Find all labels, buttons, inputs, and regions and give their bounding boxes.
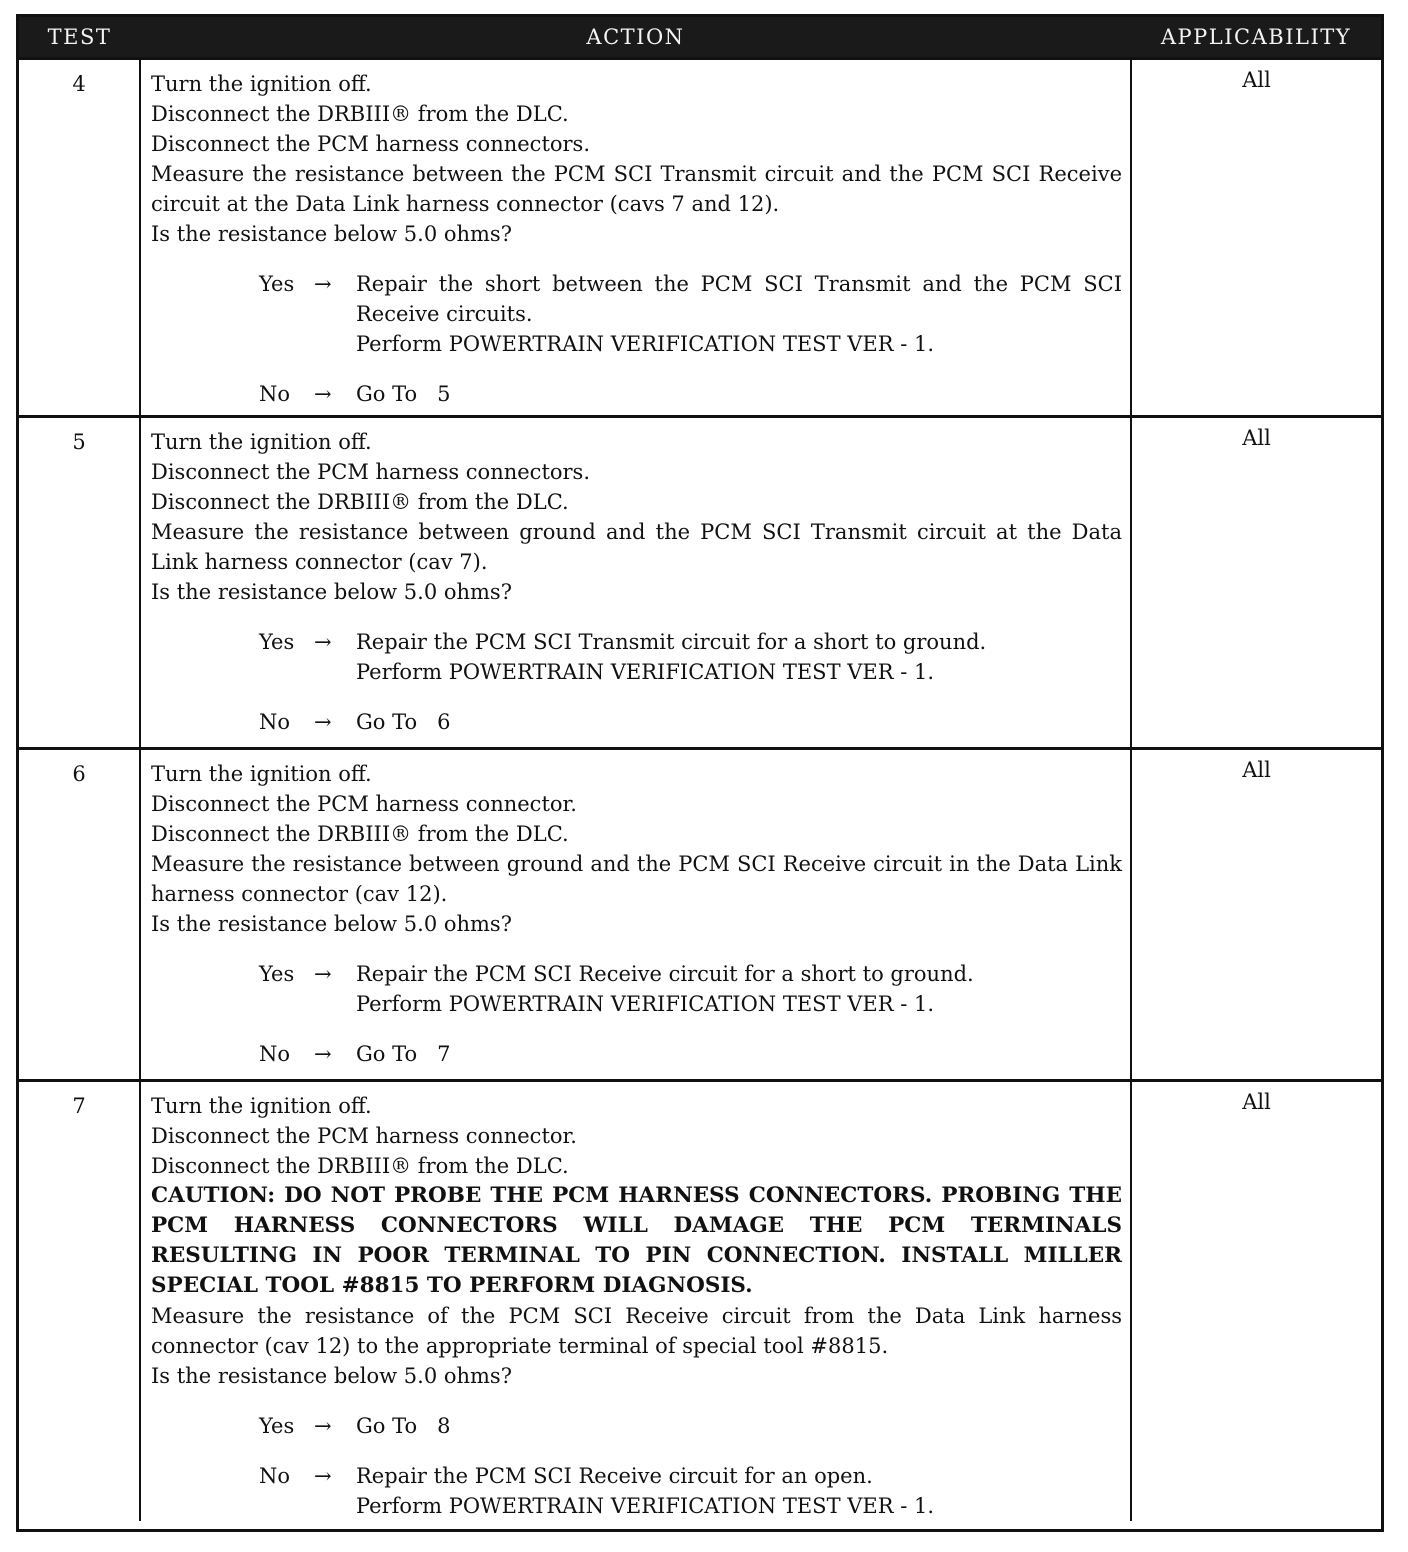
- no-line: Perform POWERTRAIN VERIFICATION TEST VER - 1.: [356, 1494, 935, 1518]
- caution-notice: CAUTION: DO NOT PROBE THE PCM HARNESS CONNECTORS. PROBING THE PCM HARNESS CONNECTORS WILL DAMAGE THE PCM TERMINALS RESULTING IN POOR TERMINAL TO PIN CONNECTION. INSTALL MILLER SPECIAL TOOL #8815 TO PERFORM DIAGNOSIS.: [151, 1183, 1122, 1298]
- yes-line: Perform POWERTRAIN VERIFICATION TEST VER - 1.: [356, 332, 935, 356]
- no-branch: [259, 1039, 1122, 1069]
- step: Measure the resistance of the PCM SCI Receive circuit from the Data Link harness connector (cav 12) to the appropriate terminal of special tool #8815.: [151, 1304, 1122, 1358]
- action-cell: [140, 749, 1131, 1081]
- test-number: 6: [19, 749, 140, 1081]
- step: Measure the resistance between ground and the PCM SCI Transmit circuit at the Data Link harness connector (cav 7).: [151, 520, 1122, 574]
- yes-text: [356, 269, 1122, 359]
- yes-label: Yes: [259, 630, 295, 654]
- step: Measure the resistance between the PCM SCI Transmit circuit and the PCM SCI Receive circuit at the Data Link harness connector (cavs 7 and 12).: [151, 162, 1122, 216]
- step: Turn the ignition off.: [151, 762, 372, 786]
- yes-label: Yes: [259, 1414, 295, 1438]
- step: Disconnect the PCM harness connector.: [151, 792, 577, 816]
- header-applicability: APPLICABILITY: [1131, 17, 1381, 59]
- right-arrow-icon: →: [314, 382, 332, 406]
- no-branch: [259, 379, 1122, 409]
- right-arrow-icon: →: [314, 1042, 332, 1066]
- applicability: All: [1131, 1081, 1381, 1522]
- no-label: No: [259, 710, 291, 734]
- step: Disconnect the PCM harness connectors.: [151, 460, 591, 484]
- step: Disconnect the PCM harness connector.: [151, 1124, 577, 1148]
- yes-label: Yes: [259, 272, 295, 296]
- no-branch: [259, 707, 1122, 737]
- step-question: Is the resistance below 5.0 ohms?: [151, 580, 512, 604]
- step: Disconnect the DRBIII® from the DLC.: [151, 1154, 569, 1178]
- yes-label: Yes: [259, 962, 295, 986]
- yes-branch: [259, 627, 1122, 687]
- step-question: Is the resistance below 5.0 ohms?: [151, 222, 512, 246]
- yes-line: Go To 8: [356, 1414, 451, 1438]
- test-number: 5: [19, 417, 140, 749]
- right-arrow-icon: →: [314, 962, 332, 986]
- no-branch: [259, 1461, 1122, 1521]
- no-label: No: [259, 382, 291, 406]
- action-cell: [140, 59, 1131, 417]
- right-arrow-icon: →: [314, 710, 332, 734]
- step: Disconnect the PCM harness connectors.: [151, 132, 591, 156]
- yes-line: Repair the short between the PCM SCI Transmit and the PCM SCI Receive circuits.: [356, 272, 1122, 326]
- header-test: TEST: [19, 17, 140, 59]
- action-cell: [140, 417, 1131, 749]
- right-arrow-icon: →: [314, 630, 332, 654]
- test-number: 7: [19, 1081, 140, 1522]
- no-line: Repair the PCM SCI Receive circuit for an open.: [356, 1464, 873, 1488]
- yes-line: Repair the PCM SCI Transmit circuit for a short to ground.: [356, 630, 987, 654]
- yes-line: Perform POWERTRAIN VERIFICATION TEST VER - 1.: [356, 992, 935, 1016]
- table-row: [19, 417, 1381, 749]
- table-row: [19, 1081, 1381, 1522]
- yes-branch: [259, 1411, 1122, 1441]
- step: Turn the ignition off.: [151, 1094, 372, 1118]
- step-question: Is the resistance below 5.0 ohms?: [151, 1364, 512, 1388]
- no-label: No: [259, 1464, 291, 1488]
- yes-text: [356, 627, 1122, 687]
- test-number: 4: [19, 59, 140, 417]
- applicability: All: [1131, 749, 1381, 1081]
- yes-line: Perform POWERTRAIN VERIFICATION TEST VER - 1.: [356, 660, 935, 684]
- diagnostic-table-sheet: [16, 14, 1384, 1532]
- yes-line: Repair the PCM SCI Receive circuit for a short to ground.: [356, 962, 974, 986]
- step: Measure the resistance between ground and the PCM SCI Receive circuit in the Data Link harness connector (cav 12).: [151, 852, 1122, 906]
- step: Disconnect the DRBIII® from the DLC.: [151, 822, 569, 846]
- step: Disconnect the DRBIII® from the DLC.: [151, 490, 569, 514]
- step: Turn the ignition off.: [151, 430, 372, 454]
- header-action: ACTION: [140, 17, 1131, 59]
- no-line: Go To 5: [356, 382, 451, 406]
- yes-branch: [259, 269, 1122, 359]
- table-row: [19, 749, 1381, 1081]
- diagnostic-table: [19, 17, 1381, 1521]
- action-cell: [140, 1081, 1131, 1522]
- applicability: All: [1131, 59, 1381, 417]
- no-line: Go To 7: [356, 1042, 451, 1066]
- right-arrow-icon: →: [314, 1414, 332, 1438]
- no-label: No: [259, 1042, 291, 1066]
- no-text: [356, 1461, 1122, 1521]
- no-line: Go To 6: [356, 710, 451, 734]
- right-arrow-icon: →: [314, 1464, 332, 1488]
- step: Turn the ignition off.: [151, 72, 372, 96]
- table-row: [19, 59, 1381, 417]
- right-arrow-icon: →: [314, 272, 332, 296]
- step: Disconnect the DRBIII® from the DLC.: [151, 102, 569, 126]
- yes-text: [356, 959, 1122, 1019]
- yes-branch: [259, 959, 1122, 1019]
- step-question: Is the resistance below 5.0 ohms?: [151, 912, 512, 936]
- applicability: All: [1131, 417, 1381, 749]
- table-header-row: [19, 17, 1381, 59]
